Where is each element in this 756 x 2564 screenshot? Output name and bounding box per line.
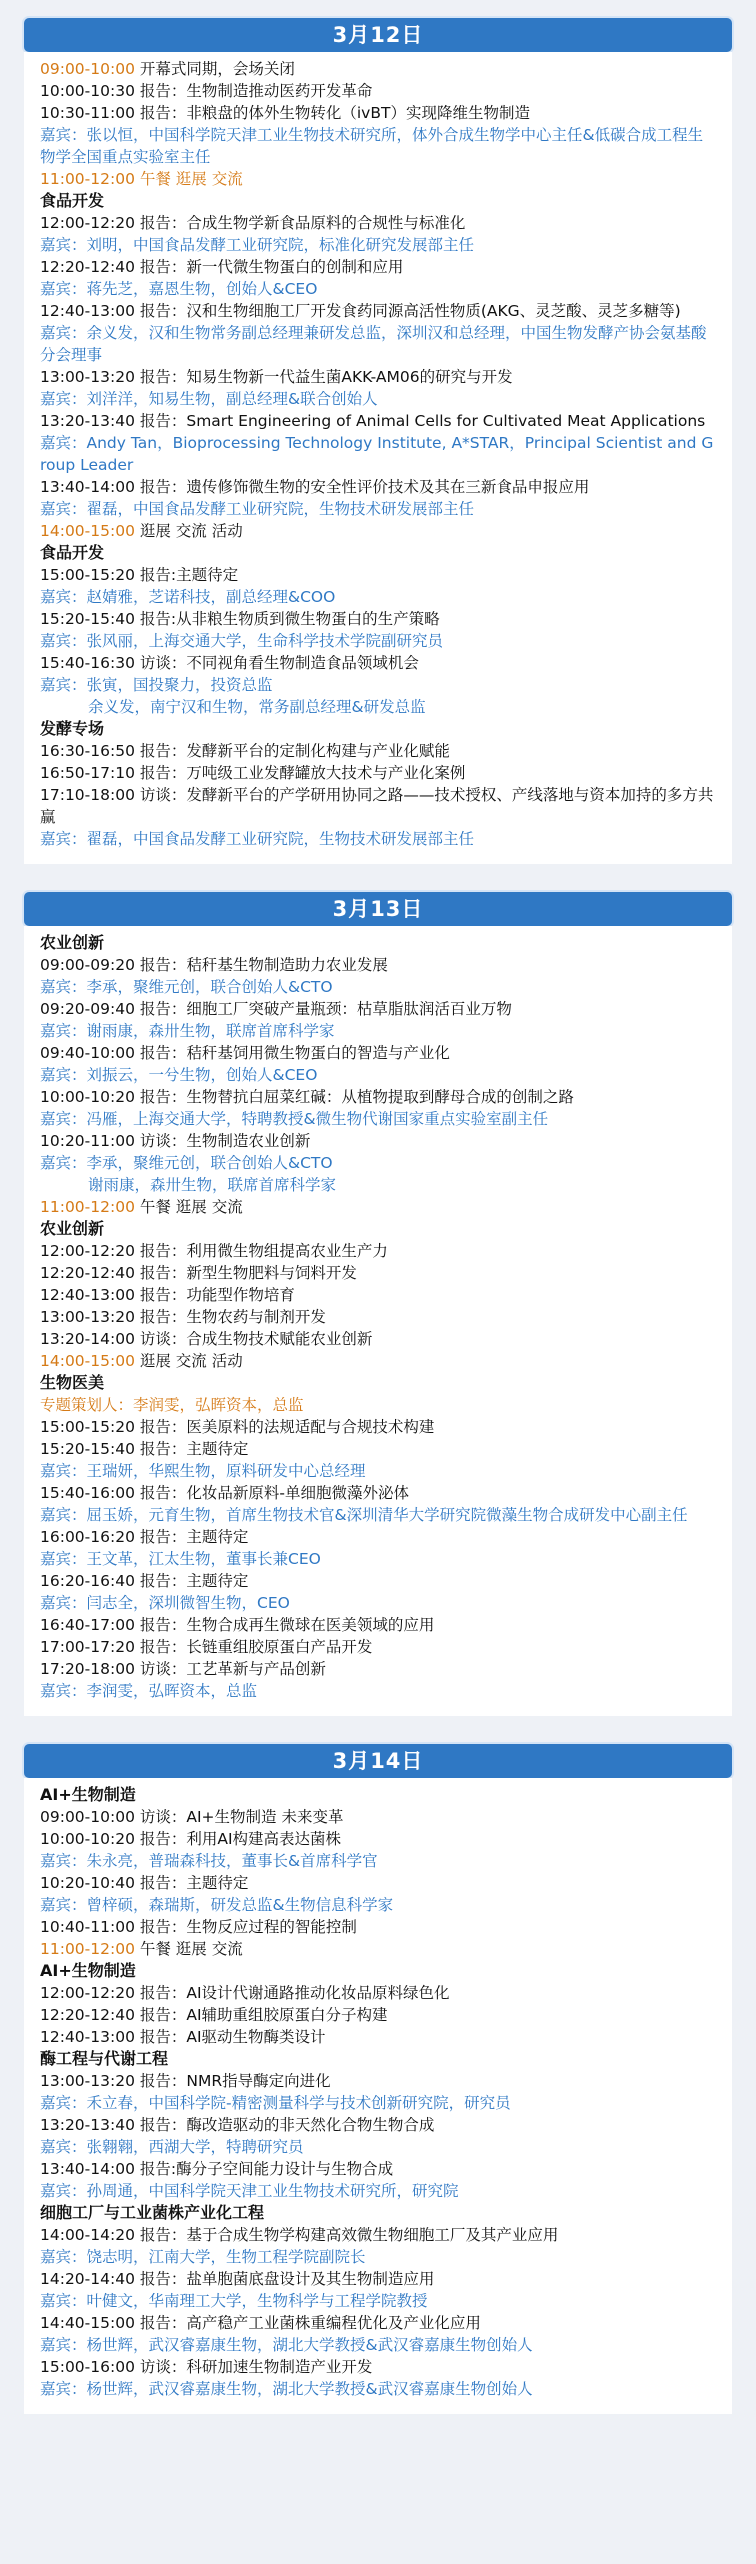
break-text: 午餐 逛展 交流: [134, 1940, 243, 1958]
agenda-item: 15:00-15:20 报告:主题待定: [40, 566, 239, 584]
guest-line: 嘉宾：杨世辉，武汉睿嘉康生物，湖北大学教授&武汉睿嘉康生物创始人: [40, 2380, 533, 2398]
guest-line: 嘉宾：翟磊，中国食品发酵工业研究院，生物技术研发展部主任: [40, 500, 475, 518]
guest-line: 嘉宾：刘振云，一兮生物，创始人&CEO: [40, 1066, 318, 1084]
guest-line: 嘉宾：蒋先芝，嘉恩生物，创始人&CEO: [40, 280, 318, 298]
day-header: 3月14日: [24, 1744, 732, 1778]
agenda-item: 12:20-12:40 报告：新一代微生物蛋白的创制和应用: [40, 258, 404, 276]
guest-line: 嘉宾：王文革，江太生物，董事长兼CEO: [40, 1550, 321, 1568]
agenda-item: 10:00-10:20 报告：利用AI构建高表达菌株: [40, 1830, 342, 1848]
guest-line: 嘉宾：禾立春，中国科学院-精密测量科学与技术创新研究院，研究员: [40, 2094, 511, 2112]
agenda-item: 16:50-17:10 报告：万吨级工业发酵罐放大技术与产业化案例: [40, 764, 466, 782]
agenda-item: 16:20-16:40 报告：主题待定: [40, 1572, 249, 1590]
agenda-item: 12:40-13:00 报告：功能型作物培育: [40, 1286, 295, 1304]
agenda-item: 12:40-13:00 报告：AI驱动生物酶类设计: [40, 2028, 326, 2046]
break-line: [40, 58, 716, 80]
guest-line: 嘉宾：张翱翱，西湖大学，特聘研究员: [40, 2138, 304, 2156]
agenda-item: 10:20-11:00 访谈：生物制造农业创新: [40, 1132, 311, 1150]
day-schedule: [24, 52, 732, 864]
day-schedule: [24, 926, 732, 1716]
guest-line: 余义发，南宁汉和生物，常务副总经理&研发总监: [88, 698, 426, 716]
day-schedule: [24, 1778, 732, 2414]
guest-line: 嘉宾：朱永亮，普瑞森科技，董事长&首席科学官: [40, 1852, 378, 1870]
agenda-item: 09:20-09:40 报告：细胞工厂突破产量瓶颈：枯草脂肽润活百业万物: [40, 1000, 512, 1018]
agenda-item: 13:00-13:20 报告：生物农药与制剂开发: [40, 1308, 326, 1326]
break-time: 09:00-10:00: [40, 60, 135, 78]
agenda-item: 12:00-12:20 报告：合成生物学新食品原料的合规性与标准化: [40, 214, 466, 232]
agenda-item: 14:20-14:40 报告：盐单胞菌底盘设计及其生物制造应用: [40, 2270, 435, 2288]
agenda-item: 16:30-16:50 报告：发酵新平台的定制化构建与产业化赋能: [40, 742, 450, 760]
agenda-item: 13:20-13:40 报告：酶改造驱动的非天然化合物生物合成: [40, 2116, 435, 2134]
agenda-item: 12:00-12:20 报告：利用微生物组提高农业生产力: [40, 1242, 388, 1260]
section-title: 食品开发: [40, 543, 105, 562]
guest-line: 嘉宾：曾梓硕，森瑞斯，研发总监&生物信息科学家: [40, 1896, 394, 1914]
agenda-item: 10:00-10:20 报告：生物替抗白屈菜红碱：从植物提取到酵母合成的创制之路: [40, 1088, 574, 1106]
section-title: 酶工程与代谢工程: [40, 2049, 169, 2068]
break-time: 11:00-12:00: [40, 1198, 135, 1216]
break-line: [40, 1196, 716, 1218]
agenda-item: 09:00-10:00 访谈：AI+生物制造 未来变革: [40, 1808, 344, 1826]
agenda-item: 10:00-10:30 报告：生物制造推动医药开发革命: [40, 82, 373, 100]
agenda-item: 13:40-14:00 报告:酶分子空间能力设计与生物合成: [40, 2160, 394, 2178]
agenda-item: 13:20-13:40 报告：Smart Engineering of Animal Cells for Cultivated Meat Applications: [40, 412, 706, 430]
section-title: 细胞工厂与工业菌株产业化工程: [40, 2203, 265, 2222]
agenda-item: 15:20-15:40 报告:从非粮生物质到微生物蛋白的生产策略: [40, 610, 440, 628]
guest-line: 嘉宾：谢雨康，森卅生物，联席首席科学家: [40, 1022, 335, 1040]
agenda-item: 12:00-12:20 报告：AI设计代谢通路推动化妆品原料绿色化: [40, 1984, 450, 2002]
agenda-item: 14:00-14:20 报告：基于合成生物学构建高效微生物细胞工厂及其产业应用: [40, 2226, 559, 2244]
agenda-item: 17:20-18:00 访谈：工艺革新与产品创新: [40, 1660, 326, 1678]
guest-line: 嘉宾：张寅，国投聚力，投资总监: [40, 676, 273, 694]
section-title: AI+生物制造: [40, 1785, 136, 1804]
guest-line: 嘉宾：张以恒，中国科学院天津工业生物技术研究所，体外合成生物学中心主任&低碳合成工程生物学全国重点实验室主任: [40, 126, 704, 166]
guest-line: 嘉宾：闫志全，深圳微智生物，CEO: [40, 1594, 290, 1612]
agenda-item: 16:00-16:20 报告：主题待定: [40, 1528, 249, 1546]
agenda-item: 15:00-16:00 访谈：科研加速生物制造产业开发: [40, 2358, 373, 2376]
agenda-item: 15:00-15:20 报告：医美原料的法规适配与合规技术构建: [40, 1418, 435, 1436]
agenda-item: 10:30-11:00 报告：非粮盘的体外生物转化（ivBT）实现降维生物制造: [40, 104, 530, 122]
section-title: 发酵专场: [40, 719, 105, 738]
agenda-item: 12:40-13:00 报告：汉和生物细胞工厂开发食药同源高活性物质(AKG、灵芝酸、灵芝多糖等): [40, 302, 681, 320]
agenda-item: 12:20-12:40 报告：新型生物肥料与饲料开发: [40, 1264, 357, 1282]
agenda-item: 13:00-13:20 报告：NMR指导酶定向进化: [40, 2072, 331, 2090]
break-text: 开幕式同期，会场关闭: [134, 60, 295, 78]
section-title: AI+生物制造: [40, 1961, 136, 1980]
agenda-item: 13:00-13:20 报告：知易生物新一代益生菌AKK-AM06的研究与开发: [40, 368, 513, 386]
break-line: [40, 520, 716, 542]
agenda-item: 15:40-16:30 访谈：不同视角看生物制造食品领域机会: [40, 654, 419, 672]
guest-line: 嘉宾：冯雁，上海交通大学，特聘教授&微生物代谢国家重点实验室副主任: [40, 1110, 549, 1128]
guest-line: 嘉宾：赵婧雅，芝诺科技，副总经理&COO: [40, 588, 336, 606]
section-title: 农业创新: [40, 1219, 105, 1238]
guest-line: 嘉宾：王瑞妍，华熙生物，原料研发中心总经理: [40, 1462, 366, 1480]
guest-line: 嘉宾：刘洋洋，知易生物，副总经理&联合创始人: [40, 390, 378, 408]
guest-line: 嘉宾：饶志明，江南大学，生物工程学院副院长: [40, 2248, 366, 2266]
break-text: 逛展 交流 活动: [134, 522, 243, 540]
agenda-item: 12:20-12:40 报告：AI辅助重组胶原蛋白分子构建: [40, 2006, 388, 2024]
guest-line: 嘉宾：张风丽，上海交通大学，生命科学技术学院副研究员: [40, 632, 444, 650]
guest-line: 谢雨康，森卅生物，联席首席科学家: [88, 1176, 337, 1194]
guest-line: 嘉宾：李承，聚维元创，联合创始人&CTO: [40, 978, 333, 996]
agenda-item: 13:40-14:00 报告：遗传修饰微生物的安全性评价技术及其在三新食品申报应用: [40, 478, 590, 496]
break-time: 14:00-15:00: [40, 1352, 135, 1370]
guest-line: 嘉宾：李润雯，弘晖资本，总监: [40, 1682, 258, 1700]
day-header: 3月12日: [24, 18, 732, 52]
section-title: 食品开发: [40, 191, 105, 210]
break-text: 逛展 交流 活动: [134, 1352, 243, 1370]
guest-line: 嘉宾：Andy Tan，Bioprocessing Technology Institute, A*STAR，Principal Scientist and Group Leader: [40, 434, 714, 474]
agenda-item: 10:20-10:40 报告：主题待定: [40, 1874, 249, 1892]
agenda-item: 14:40-15:00 报告：高产稳产工业菌株重编程优化及产业化应用: [40, 2314, 481, 2332]
agenda-item: 09:00-09:20 报告：秸秆基生物制造助力农业发展: [40, 956, 388, 974]
agenda-item: 15:20-15:40 报告：主题待定: [40, 1440, 249, 1458]
agenda-item: 09:40-10:00 报告：秸秆基饲用微生物蛋白的智造与产业化: [40, 1044, 450, 1062]
agenda-item: 16:40-17:00 报告：生物合成再生微球在医美领域的应用: [40, 1616, 435, 1634]
section-title: 生物医美: [40, 1373, 105, 1392]
agenda-item: 17:00-17:20 报告：长链重组胶原蛋白产品开发: [40, 1638, 373, 1656]
day-header: 3月13日: [24, 892, 732, 926]
break-line: 11:00-12:00 午餐 逛展 交流: [40, 170, 243, 188]
guest-line: 嘉宾：李承，聚维元创，联合创始人&CTO: [40, 1154, 333, 1172]
guest-line: 嘉宾：孙周通，中国科学院天津工业生物技术研究所，研究院: [40, 2182, 459, 2200]
section-title: 农业创新: [40, 933, 105, 952]
guest-line: 嘉宾：翟磊，中国食品发酵工业研究院，生物技术研发展部主任: [40, 830, 475, 848]
planner-line: 专题策划人：李润雯，弘晖资本，总监: [40, 1396, 304, 1414]
guest-line: 嘉宾：叶健文，华南理工大学，生物科学与工程学院教授: [40, 2292, 428, 2310]
agenda-item: 15:40-16:00 报告：化妆品新原料-单细胞微藻外泌体: [40, 1484, 409, 1502]
guest-line: 嘉宾：余义发，汉和生物常务副总经理兼研发总监，深圳汉和总经理，中国生物发酵产协会氨基酸分会理事: [40, 324, 707, 364]
break-text: 午餐 逛展 交流: [134, 1198, 243, 1216]
guest-line: 嘉宾：屈玉娇，元育生物，首席生物技术官&深圳清华大学研究院微藻生物合成研发中心副主任: [40, 1506, 688, 1524]
guest-line: 嘉宾：杨世辉，武汉睿嘉康生物，湖北大学教授&武汉睿嘉康生物创始人: [40, 2336, 533, 2354]
break-time: 14:00-15:00: [40, 522, 135, 540]
break-line: [40, 1350, 716, 1372]
break-time: 11:00-12:00: [40, 1940, 135, 1958]
agenda-item: 10:40-11:00 报告：生物反应过程的智能控制: [40, 1918, 357, 1936]
agenda-item: 13:20-14:00 访谈：合成生物技术赋能农业创新: [40, 1330, 373, 1348]
guest-line: 嘉宾：刘明，中国食品发酵工业研究院，标准化研究发展部主任: [40, 236, 475, 254]
break-line: [40, 1938, 716, 1960]
agenda-item: 17:10-18:00 访谈：发酵新平台的产学研用协同之路——技术授权、产线落地与资本加持的多方共赢: [40, 786, 714, 826]
